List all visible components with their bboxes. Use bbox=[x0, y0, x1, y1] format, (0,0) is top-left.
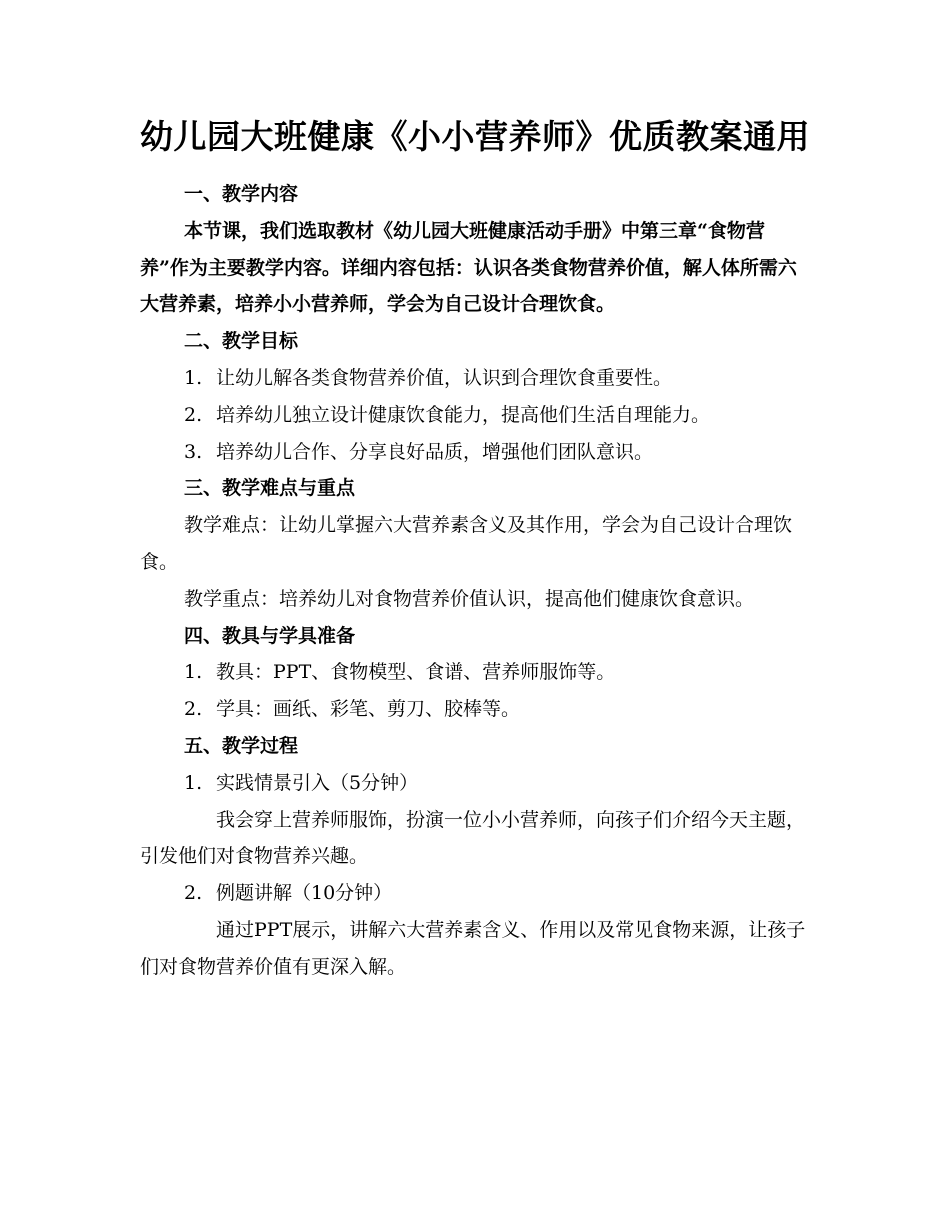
objective-item: 2. 培养幼儿独立设计健康饮食能力，提高他们生活自理能力。 bbox=[184, 403, 711, 426]
difficulty-paragraph: 教学难点：让幼儿掌握六大营养素含义及其作用，学会为自己设计合理饮食。 bbox=[140, 514, 793, 573]
section-heading-process: 五、教学过程 bbox=[184, 734, 299, 757]
section-heading-difficulties: 三、教学难点与重点 bbox=[184, 477, 356, 500]
process-step-description: 通过PPT展示，讲解六大营养素含义、作用以及常见食物来源，让孩子们对食物营养价值有更深入解。 bbox=[140, 918, 806, 978]
section-heading-materials: 四、教具与学具准备 bbox=[184, 624, 356, 647]
document-body bbox=[140, 176, 810, 986]
material-item: 1. 教具：PPT、食物模型、食谱、营养师服饰等。 bbox=[184, 661, 616, 684]
section-heading-objectives: 二、教学目标 bbox=[184, 330, 299, 353]
process-step-title: 1. 实践情景引入（5分钟） bbox=[184, 771, 419, 794]
objective-item: 3. 培养幼儿合作、分享良好品质，增强他们团队意识。 bbox=[184, 440, 654, 463]
material-item: 2. 学具：画纸、彩笔、剪刀、胶棒等。 bbox=[184, 698, 521, 721]
process-step-description: 我会穿上营养师服饰，扮演一位小小营养师，向孩子们介绍今天主题，引发他们对食物营养兴趣。 bbox=[140, 808, 806, 868]
section-heading-content: 一、教学内容 bbox=[184, 183, 299, 205]
objective-item: 1. 让幼儿解各类食物营养价值，认识到合理饮食重要性。 bbox=[184, 366, 673, 389]
document-page bbox=[140, 108, 810, 986]
process-step-title: 2. 例题讲解（10分钟） bbox=[184, 882, 393, 905]
content-paragraph: 本节课，我们选取教材《幼儿园大班健康活动手册》中第三章“食物营养”作为主要教学内容。详细内容包括：认识各类食物营养价值，解人体所需六大营养素，培养小小营养师，学会为自己设计合理饮食。 bbox=[140, 219, 797, 316]
key-point-paragraph: 教学重点：培养幼儿对食物营养价值认识，提高他们健康饮食意识。 bbox=[184, 587, 755, 610]
document-title: 幼儿园大班健康《小小营养师》优质教案通用 bbox=[140, 117, 810, 156]
